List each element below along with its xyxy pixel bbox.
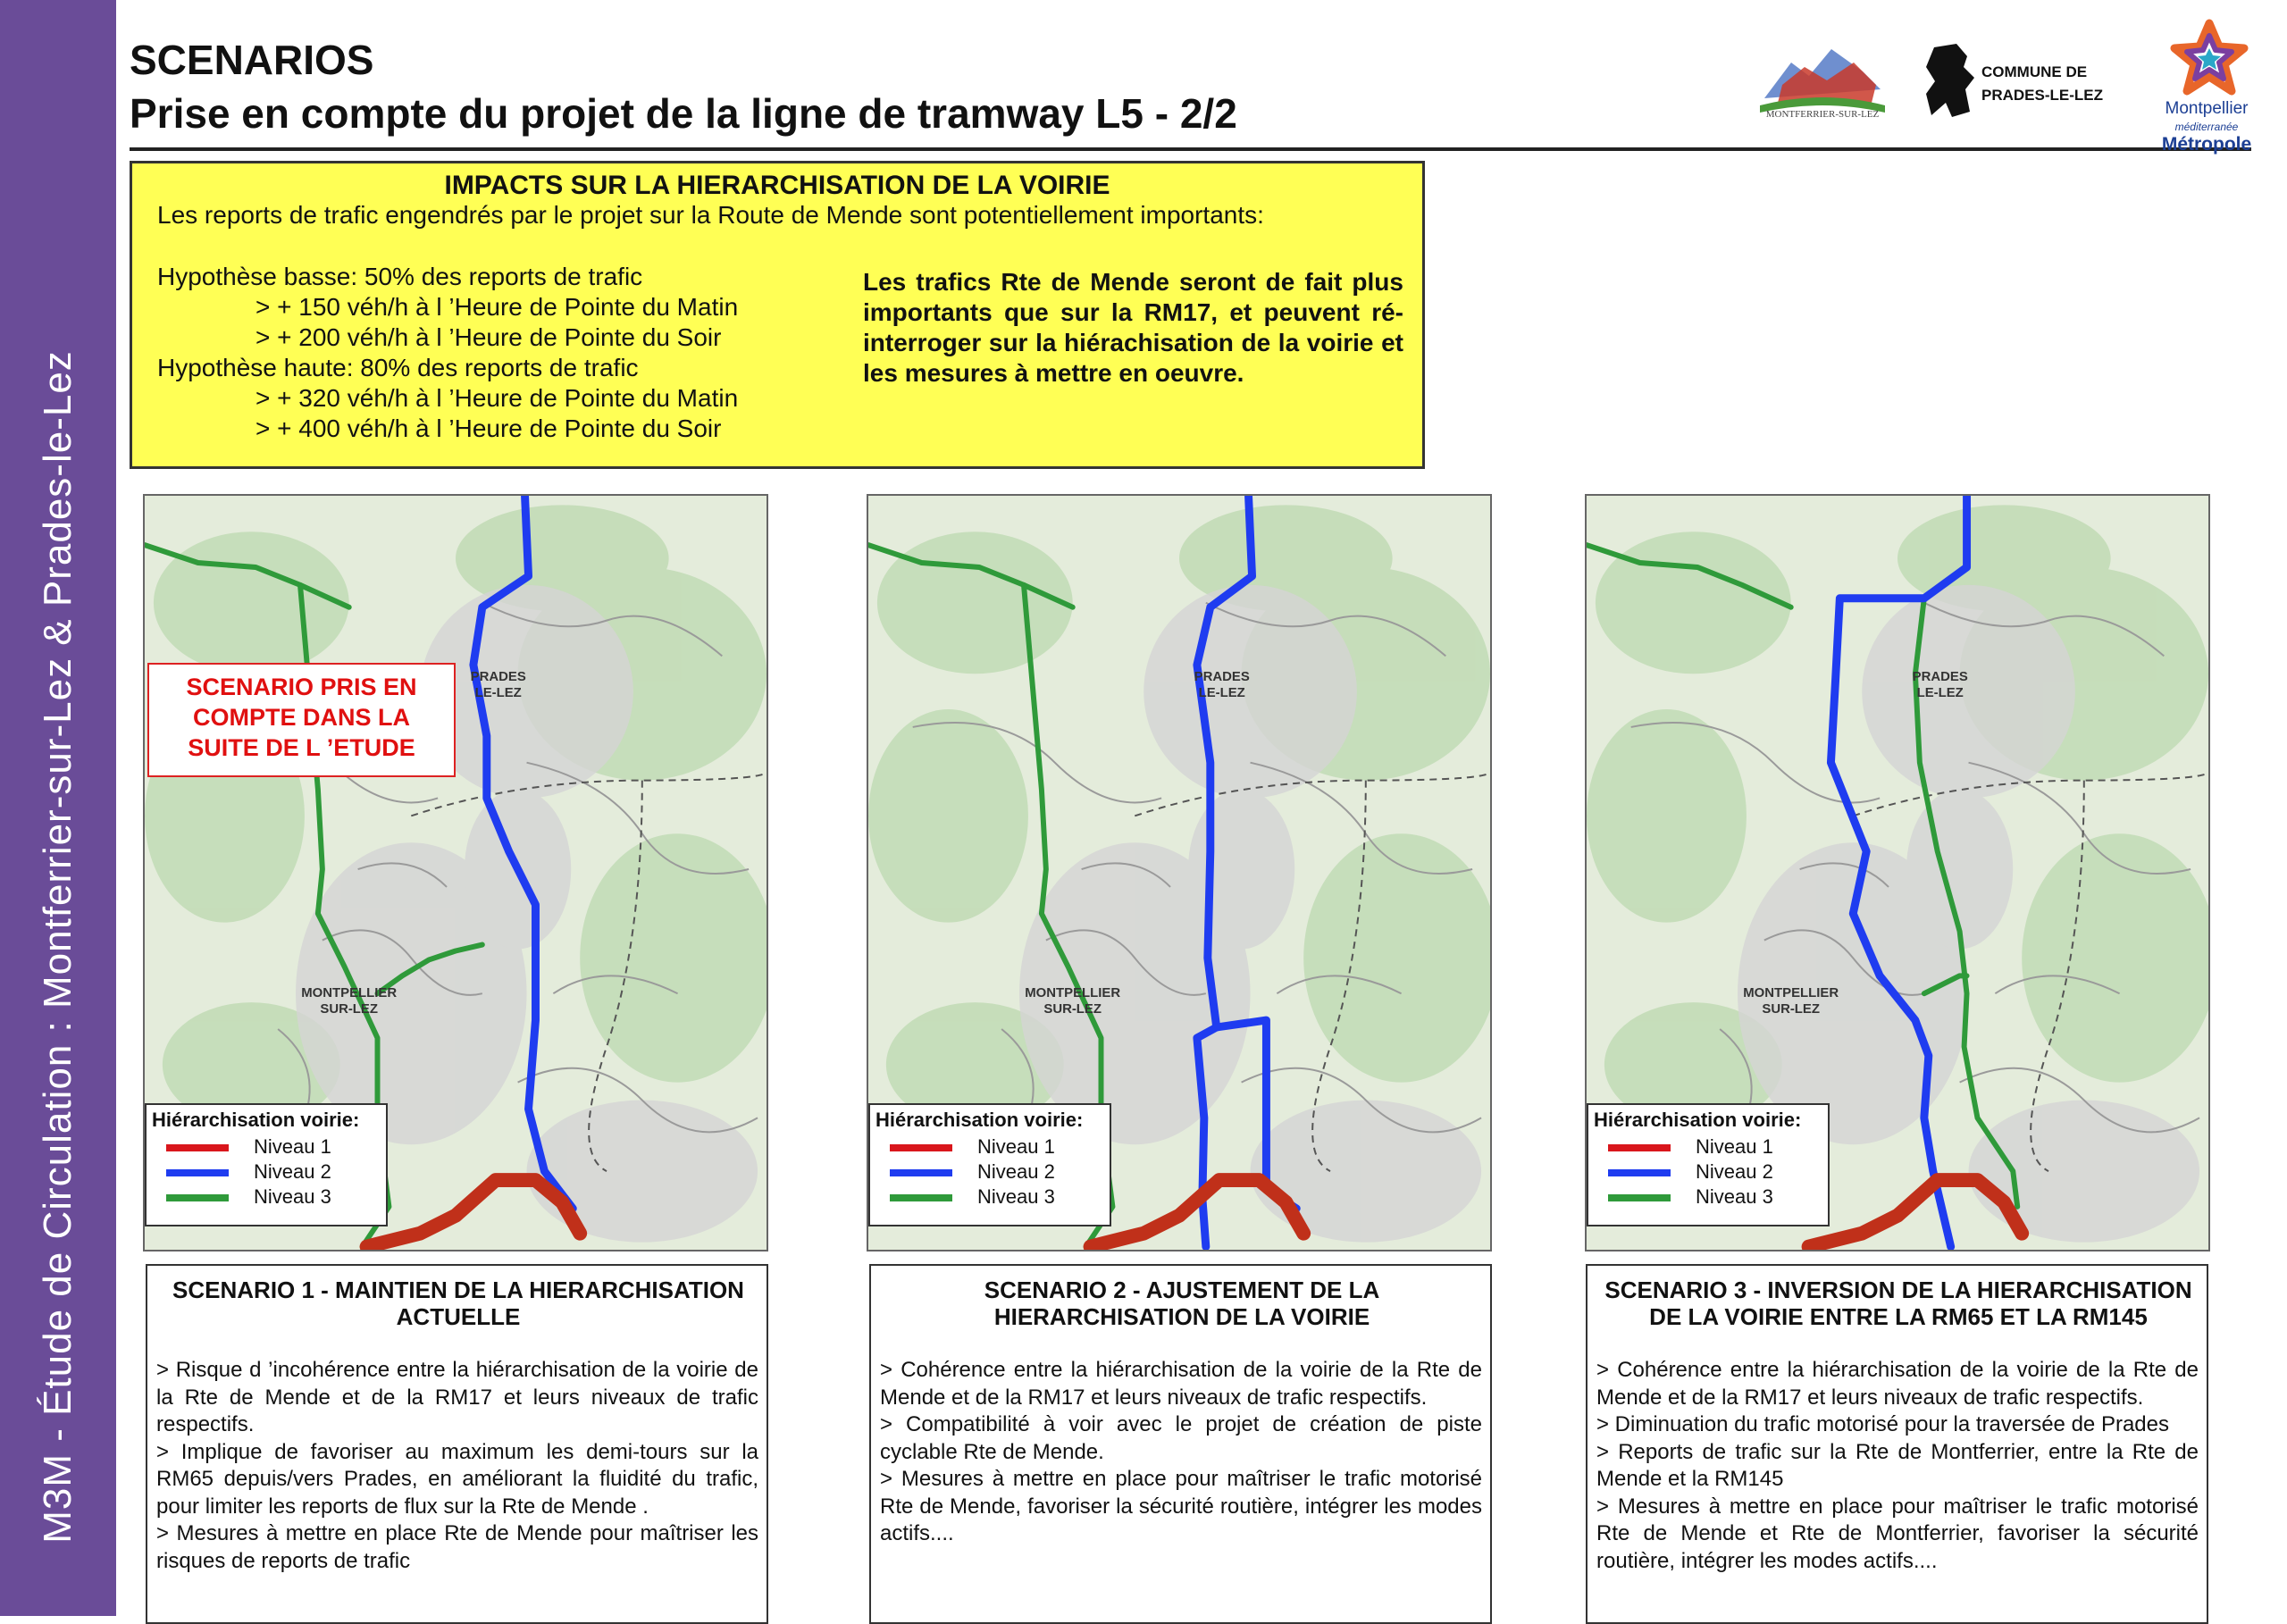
metropole-line2: méditerranée bbox=[2174, 121, 2239, 133]
scenario-1-point: > Mesures à mettre en place Rte de Mende pour maîtriser les risques de reports de trafic bbox=[156, 1521, 758, 1573]
label-prades-1: PRADES bbox=[470, 670, 526, 685]
legend-swatch-red bbox=[166, 1144, 229, 1151]
scenario-2-title: SCENARIO 2 - AJUSTEMENT DE LA HIERARCHISATION DE LA VOIRIE bbox=[984, 1277, 1380, 1330]
scenario-1-map bbox=[143, 494, 768, 1251]
label-prades-1: PRADES bbox=[1912, 670, 1968, 685]
prades-logo-text bbox=[1981, 61, 2103, 107]
map-legend bbox=[868, 1103, 1111, 1226]
high-am: > + 320 véh/h à l ’Heure de Pointe du Matin bbox=[256, 384, 739, 412]
impacts-box bbox=[130, 161, 1425, 469]
metropole-line1: Montpellier bbox=[2165, 99, 2249, 118]
retained-tag-line3: SUITE DE L ’ETUDE bbox=[188, 734, 415, 761]
scenario-3-point: > Mesures à mettre en place pour maîtriser le trafic motorisé Rte de Mende et Rte de Montferrier, favoriser la sécurité routière, intégrer les modes actifs.... bbox=[1596, 1494, 2199, 1573]
legend-title: Hiérarchisation voirie: bbox=[1594, 1109, 1802, 1131]
metropole-line3: Métropole bbox=[2161, 134, 2252, 155]
page-title: SCENARIOS bbox=[130, 37, 374, 83]
label-montpellier-2: SUR-LEZ bbox=[320, 1002, 378, 1017]
legend-swatch-red bbox=[890, 1144, 952, 1151]
legend-label: Niveau 2 bbox=[1696, 1160, 1773, 1183]
metropole-logo-text bbox=[2140, 100, 2274, 154]
label-prades-2: LE-LEZ bbox=[474, 686, 522, 701]
label-montpellier-2: SUR-LEZ bbox=[1043, 1002, 1102, 1017]
impacts-intro: Les reports de trafic engendrés par le projet sur la Route de Mende sont potentiellement importants: bbox=[157, 201, 1264, 229]
high-hypothesis: Hypothèse haute: 80% des reports de trafic bbox=[157, 354, 639, 381]
montferrier-caption: MONTFERRIER-SUR-LEZ bbox=[1765, 109, 1880, 120]
low-am: > + 150 véh/h à l ’Heure de Pointe du Matin bbox=[256, 293, 739, 321]
legend-label: Niveau 3 bbox=[977, 1185, 1055, 1208]
scenario-1-point: > Risque d ’incohérence entre la hiérarchisation de la voirie de la Rte de Mende et de la RM17 et leurs niveaux de trafic respectifs. bbox=[156, 1358, 758, 1436]
label-prades-1: PRADES bbox=[1194, 670, 1250, 685]
legend-label: Niveau 1 bbox=[1696, 1135, 1773, 1158]
label-montpellier-1: MONTPELLIER bbox=[301, 986, 398, 1001]
hypotheses-list bbox=[157, 262, 738, 444]
scenario-3-map bbox=[1585, 494, 2210, 1251]
scenario-2-description bbox=[869, 1264, 1492, 1624]
scenario-3-description bbox=[1586, 1264, 2208, 1624]
retained-tag-line1: SCENARIO PRIS EN bbox=[186, 674, 417, 700]
page-subtitle: Prise en compte du projet de la ligne de tramway L5 - 2/2 bbox=[130, 90, 1237, 137]
legend-swatch-green bbox=[1608, 1194, 1671, 1201]
label-prades-2: LE-LEZ bbox=[1198, 686, 1245, 701]
legend-label: Niveau 3 bbox=[254, 1185, 331, 1208]
legend-swatch-blue bbox=[1608, 1169, 1671, 1176]
legend-label: Niveau 2 bbox=[254, 1160, 331, 1183]
legend-label: Niveau 1 bbox=[977, 1135, 1055, 1158]
impacts-title: IMPACTS SUR LA HIERARCHISATION DE LA VOIRIE bbox=[444, 171, 1110, 200]
prades-logo-line1: COMMUNE DE bbox=[1981, 63, 2088, 80]
legend-title: Hiérarchisation voirie: bbox=[875, 1109, 1084, 1131]
scenario-3-point: > Diminuation du trafic motorisé pour la traversée de Prades bbox=[1596, 1412, 2169, 1436]
legend-swatch-green bbox=[890, 1194, 952, 1201]
legend-label: Niveau 3 bbox=[1696, 1185, 1773, 1208]
scenario-3-title: SCENARIO 3 - INVERSION DE LA HIERARCHISATION DE LA VOIRIE ENTRE LA RM65 ET LA RM145 bbox=[1604, 1277, 2192, 1330]
map-legend bbox=[1587, 1103, 1830, 1226]
label-montpellier-1: MONTPELLIER bbox=[1743, 986, 1839, 1001]
scenario-3-point: > Reports de trafic sur la Rte de Montferrier, entre la Rte de Mende et la RM145 bbox=[1596, 1439, 2199, 1491]
legend-swatch-green bbox=[166, 1194, 229, 1201]
legend-label: Niveau 1 bbox=[254, 1135, 331, 1158]
label-montpellier-2: SUR-LEZ bbox=[1762, 1002, 1820, 1017]
legend-swatch-blue bbox=[166, 1169, 229, 1176]
low-hypothesis: Hypothèse basse: 50% des reports de trafic bbox=[157, 263, 643, 290]
low-pm: > + 200 véh/h à l ’Heure de Pointe du Soir bbox=[256, 323, 722, 351]
scenario-2-point: > Compatibilité à voir avec le projet de création de piste cyclable Rte de Mende. bbox=[880, 1412, 1482, 1464]
prades-logo-line2: PRADES-LE-LEZ bbox=[1981, 87, 2103, 104]
legend-title: Hiérarchisation voirie: bbox=[152, 1109, 360, 1131]
title-divider bbox=[130, 147, 2251, 151]
retained-scenario-tag bbox=[147, 663, 456, 777]
scenario-3-body bbox=[1596, 1357, 2199, 1575]
scenario-3-point: > Cohérence entre la hiérarchisation de la voirie de la Rte de Mende et de la RM17 et leurs niveaux de trafic respectifs. bbox=[1596, 1358, 2199, 1410]
sidebar-study-title: M3M - Étude de Circulation : Montferrier-sur-Lez & Prades-le-Lez bbox=[36, 350, 80, 1544]
legend-swatch-blue bbox=[890, 1169, 952, 1176]
sidebar-band bbox=[0, 0, 116, 1616]
high-pm: > + 400 véh/h à l ’Heure de Pointe du Soir bbox=[256, 414, 722, 442]
impacts-emphasis: Les trafics Rte de Mende seront de fait plus importants que sur la RM17, et peuvent ré-interroger sur la hiérachisation de la voirie et les mesures à mettre en oeuvre. bbox=[863, 268, 1403, 387]
map-legend bbox=[145, 1103, 388, 1226]
scenario-1-description bbox=[146, 1264, 768, 1624]
scenario-2-body bbox=[880, 1357, 1482, 1548]
label-prades-2: LE-LEZ bbox=[1916, 686, 1964, 701]
retained-tag-line2: COMPTE DANS LA bbox=[193, 704, 410, 731]
scenario-2-point: > Mesures à mettre en place pour maîtriser le trafic motorisé Rte de Mende, favoriser la sécurité routière, intégrer les modes actifs.... bbox=[880, 1467, 1482, 1545]
scenario-2-point: > Cohérence entre la hiérarchisation de la voirie de la Rte de Mende et de la RM17 et leurs niveaux de trafic respectifs. bbox=[880, 1358, 1482, 1410]
legend-label: Niveau 2 bbox=[977, 1160, 1055, 1183]
label-montpellier-1: MONTPELLIER bbox=[1025, 986, 1121, 1001]
scenario-2-map bbox=[867, 494, 1492, 1251]
prades-lion-icon bbox=[1921, 40, 1979, 121]
scenario-1-title: SCENARIO 1 - MAINTIEN DE LA HIERARCHISATION ACTUELLE bbox=[172, 1277, 744, 1330]
metropole-star-icon bbox=[2169, 18, 2249, 98]
legend-swatch-red bbox=[1608, 1144, 1671, 1151]
scenario-1-body bbox=[156, 1357, 758, 1575]
scenario-1-point: > Implique de favoriser au maximum les demi-tours sur la RM65 depuis/vers Prades, en améliorant la fluidité du trafic, pour limiter les reports de flux sur la Rte de Mende . bbox=[156, 1439, 758, 1519]
